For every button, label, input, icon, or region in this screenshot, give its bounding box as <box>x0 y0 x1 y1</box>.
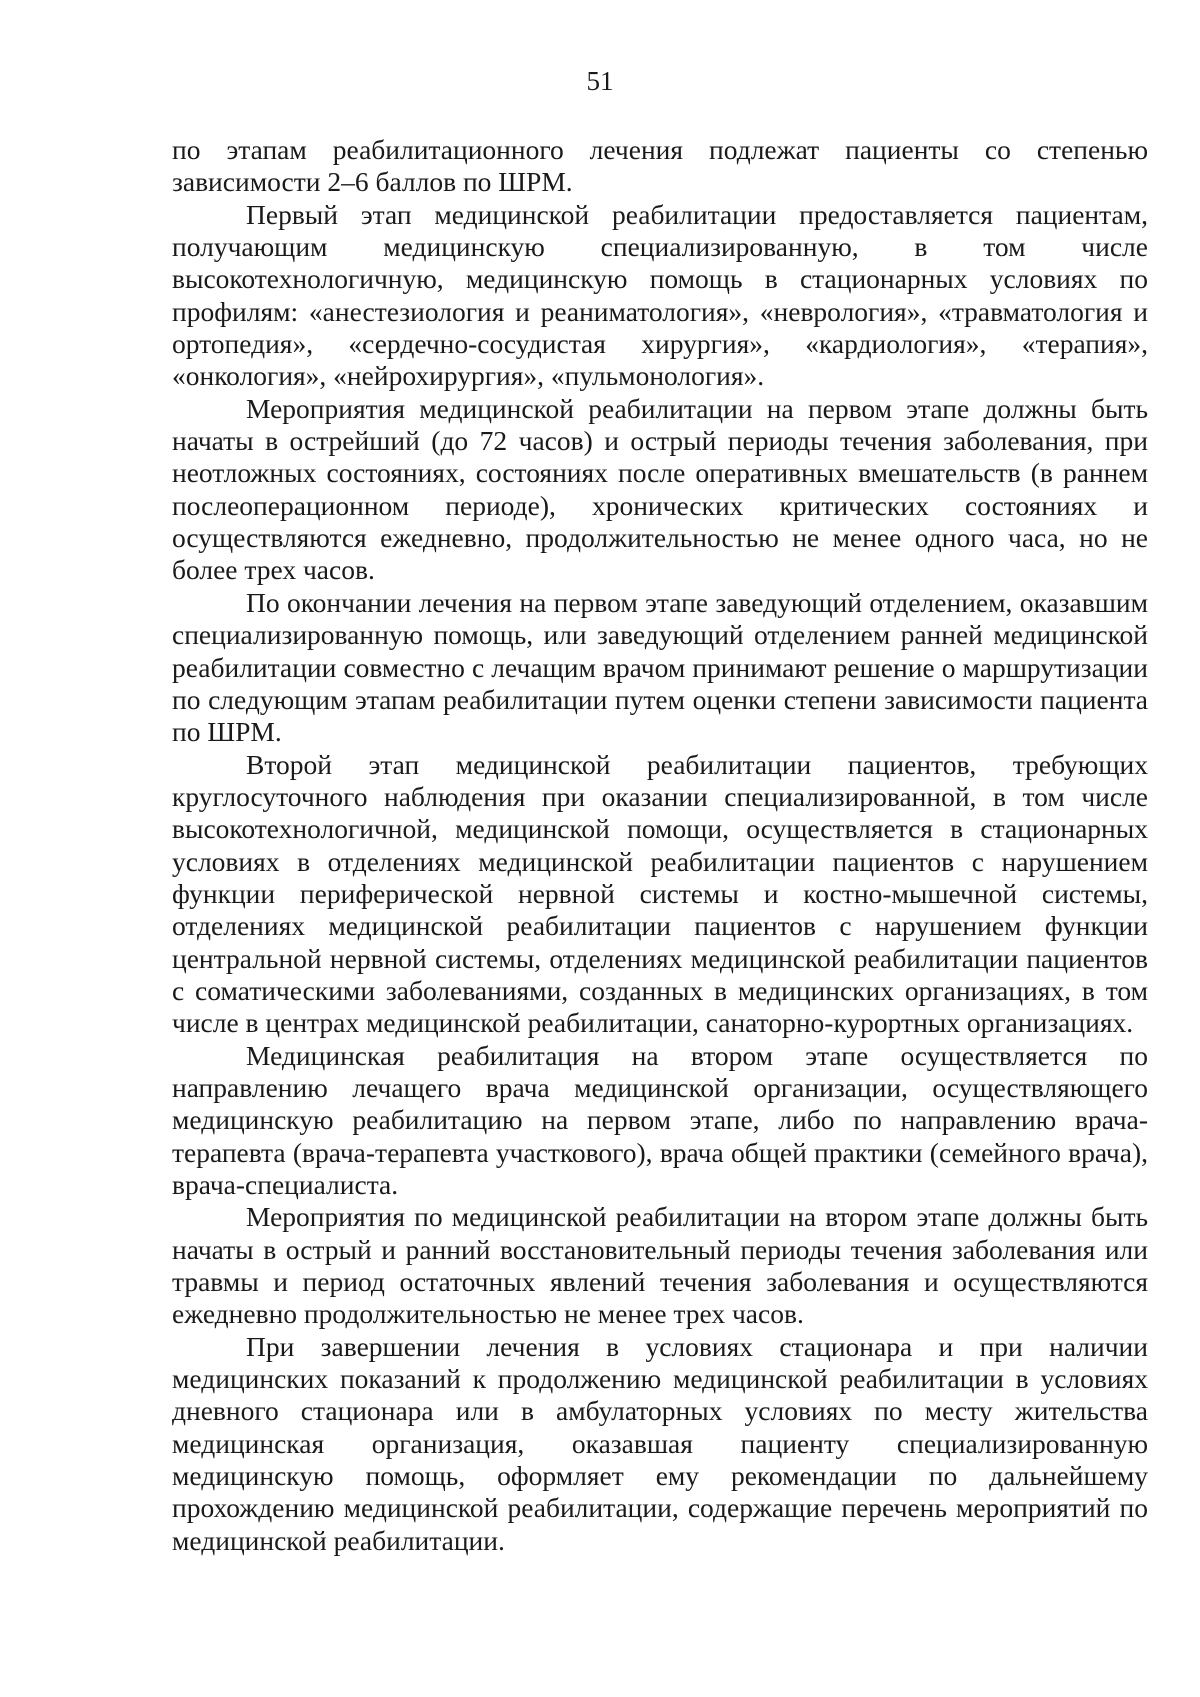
paragraph-second-stage-measures: Мероприятия по медицинской реабилитации на втором этапе должны быть начаты в острый и ранний восстановительный периоды течения заболевания или травмы и период остаточных явлений течения заболевания и осуществляются ежедневно продолжительностью не менее трех часов. <box>172 1201 1148 1330</box>
paragraph-first-stage-measures: Мероприятия медицинской реабилитации на первом этапе должны быть начаты в острейший (до 72 часов) и острый периоды течения заболевания, при неотложных состояниях, состояниях после оперативных вмешательств (в раннем послеоперационном периоде), хронических критических состояниях и осуществляются ежедневно, продолжительностью не менее одного часа, но не более трех часов. <box>172 392 1148 586</box>
paragraph-discharge-recommendations: При завершении лечения в условиях стационара и при наличии медицинских показаний к продолжению медицинской реабилитации в условиях дневного стационара или в амбулаторных условиях по месту жительства медицинская организация, оказавшая пациенту специализированную медицинскую помощь, оформляет ему рекомендации по дальнейшему прохождению медицинской реабилитации, содержащие перечень мероприятий по медицинской реабилитации. <box>172 1330 1148 1556</box>
paragraph-continuation: по этапам реабилитационного лечения подлежат пациенты со степенью зависимости 2–6 баллов по ШРМ. <box>172 134 1148 198</box>
paragraph-first-stage: Первый этап медицинской реабилитации предоставляется пациентам, получающим медицинскую специализированную, в том числе высокотехнологичную, медицинскую помощь в стационарных условиях по профилям: «анестезиология и реаниматология», «неврология», «травматология и ортопедия», «сердечно-сосудистая хирургия», «кардиология», «терапия», «онкология», «нейрохирургия», «пульмонология». <box>172 198 1148 392</box>
paragraph-routing: По окончании лечения на первом этапе заведующий отделением, оказавшим специализированную помощь, или заведующий отделением ранней медицинской реабилитации совместно с лечащим врачом принимают решение о маршрутизации по следующим этапам реабилитации путем оценки степени зависимости пациента по ШРМ. <box>172 586 1148 748</box>
document-body <box>172 134 1148 1557</box>
paragraph-second-stage-referral: Медицинская реабилитация на втором этапе осуществляется по направлению лечащего врача медицинской организации, осуществляющего медицинскую реабилитацию на первом этапе, либо по направлению врача-терапевта (врача-терапевта участкового), врача общей практики (семейного врача), врача-специалиста. <box>172 1039 1148 1200</box>
paragraph-second-stage: Второй этап медицинской реабилитации пациентов, требующих круглосуточного наблюдения при оказании специализированной, в том числе высокотехнологичной, медицинской помощи, осуществляется в стационарных условиях в отделениях медицинской реабилитации пациентов с нарушением функции периферической нервной системы и костно-мышечной системы, отделениях медицинской реабилитации пациентов с нарушением функции центральной нервной системы, отделениях медицинской реабилитации пациентов с соматическими заболеваниями, созданных в медицинских организациях, в том числе в центрах медицинской реабилитации, санаторно-курортных организациях. <box>172 748 1148 1039</box>
page-number: 51 <box>586 66 614 96</box>
